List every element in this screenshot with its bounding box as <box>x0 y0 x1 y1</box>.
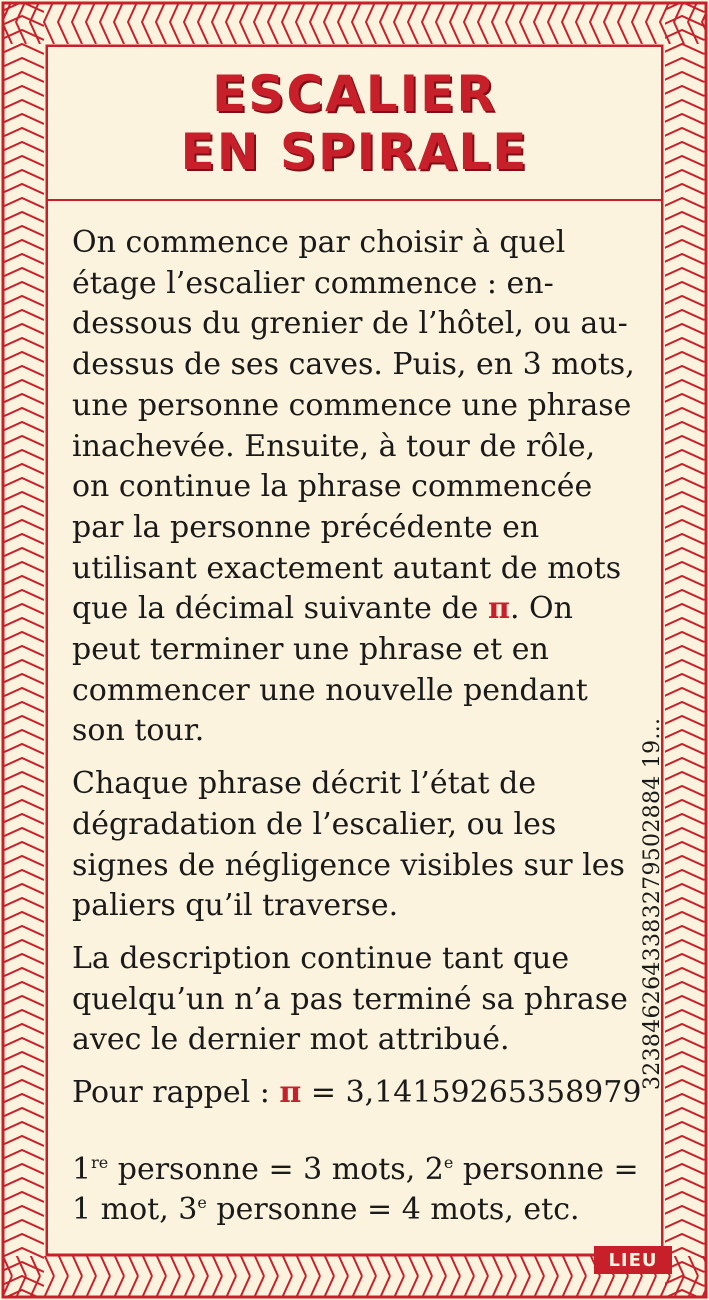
pi-digits-vertical: 3238462643383279502884 19... <box>640 717 665 1090</box>
player-word-counts <box>72 1150 642 1231</box>
title-divider <box>48 199 661 201</box>
title-line-1: ESCALIER <box>212 65 497 123</box>
reminder-label: Pour rappel : <box>72 1075 280 1111</box>
reminder-value: = 3,14159265358979 <box>301 1075 642 1111</box>
card-title <box>48 47 661 199</box>
paragraph-1-text: On commence par choisir à quel étage l’escalier commence : en-dessous du grenier de l’hôtel, ou au-dessus de ses caves. Puis, en 3 mots, une personne commence une phrase inachevée. Ensuite, à tour de rôle, on continue la phrase commencée par la personne précédente en utilisant exactement autant de mots que la décimal suivante de <box>72 225 635 627</box>
rule-1-text: personne = 3 mots, 2 <box>108 1151 444 1187</box>
paragraph-1 <box>72 223 642 752</box>
paragraph-1-end: . On peut terminer une phrase et en commencer une nouvelle pendant son tour. <box>72 591 588 749</box>
paragraph-2: Chaque phrase décrit l’état de dégradation de l’escalier, ou les signes de négligence visibles sur les paliers qu’il traverse. <box>72 766 625 924</box>
rule-3-text: personne = 4 mots, etc. <box>206 1192 580 1228</box>
category-badge: LIEU <box>594 1246 672 1274</box>
pi-symbol-2: π <box>279 1075 302 1111</box>
paragraph-3: La description continue tant que quelqu’un n’a pas terminé sa phrase avec le dernier mot attribué. <box>72 940 628 1058</box>
card-content <box>48 47 661 1253</box>
rule-2-text: personne = 1 mot, 3 <box>72 1151 639 1228</box>
pi-reminder <box>72 1073 642 1114</box>
rule-2-sup: e <box>443 1152 454 1172</box>
rule-3-sup: e <box>197 1193 207 1213</box>
title-line-2: EN SPIRALE <box>180 123 529 181</box>
rule-1-sup: re <box>91 1152 109 1172</box>
rules-text <box>72 223 642 1243</box>
rule-1-num: 1 <box>72 1151 92 1187</box>
pi-symbol: π <box>487 591 510 627</box>
